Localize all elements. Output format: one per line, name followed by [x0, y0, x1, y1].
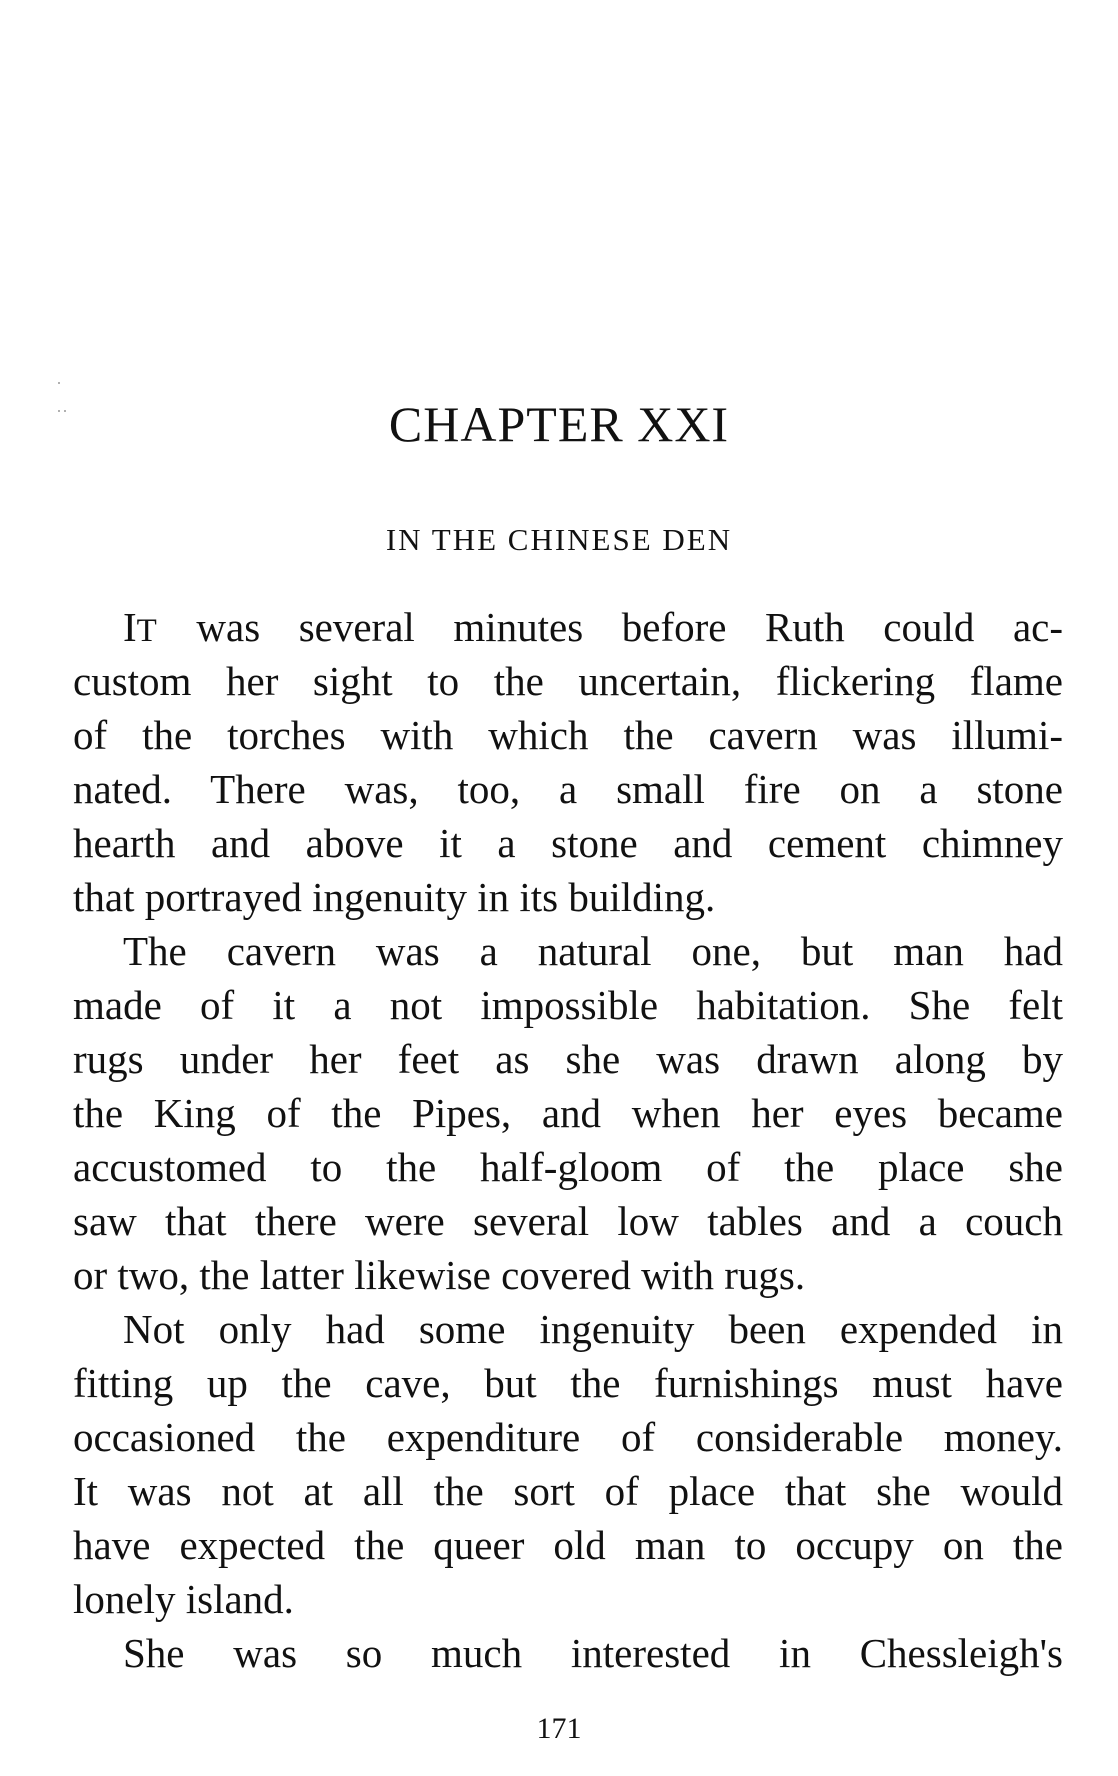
text-line [73, 600, 1063, 654]
text-line: Not only had some ingenuity been expended in [123, 1306, 1063, 1352]
text-line: custom her sight to the uncertain, flickering flame [73, 658, 1063, 704]
paragraph [73, 1302, 1063, 1626]
text-line: or two, the latter likewise covered with rugs. [73, 1252, 806, 1298]
text-line: It was not at all the sort of place that she would [73, 1468, 1063, 1514]
scan-speck [58, 382, 60, 384]
text-line: made of it a not impossible habitation. She felt [73, 982, 1063, 1028]
text-line: rugs under her feet as she was drawn along by [73, 1036, 1063, 1082]
page-number: 171 [536, 1712, 582, 1745]
text-line: that portrayed ingenuity in its building. [73, 874, 716, 920]
small-caps-letters: T [136, 613, 158, 649]
text-line: The cavern was a natural one, but man had [123, 928, 1063, 974]
drop-cap-letter: I [123, 604, 137, 650]
text-line: saw that there were several low tables and a couch [73, 1198, 1063, 1244]
text-line: fitting up the cave, but the furnishings must have [73, 1360, 1063, 1406]
text-line: the King of the Pipes, and when her eyes became [73, 1090, 1063, 1136]
paragraph [73, 1626, 1063, 1680]
line-text: was several minutes before Ruth could ac- [157, 604, 1063, 650]
text-line: occasioned the expenditure of considerable money. [73, 1414, 1063, 1460]
text-line: accustomed to the half-gloom of the place she [73, 1144, 1063, 1190]
text-line: nated. There was, too, a small fire on a stone [73, 766, 1063, 812]
chapter-subtitle: IN THE CHINESE DEN [385, 522, 733, 557]
text-line: hearth and above it a stone and cement chimney [73, 820, 1063, 866]
text-line: She was so much interested in Chessleigh's [123, 1630, 1063, 1676]
chapter-title: CHAPTER XXI [388, 396, 730, 452]
body-text [73, 600, 1063, 1680]
text-line: have expected the queer old man to occupy on the [73, 1522, 1063, 1568]
text-line: of the torches with which the cavern was illumi- [73, 712, 1063, 758]
text-line: lonely island. [73, 1576, 294, 1622]
paragraph [73, 600, 1063, 924]
paragraph [73, 924, 1063, 1302]
